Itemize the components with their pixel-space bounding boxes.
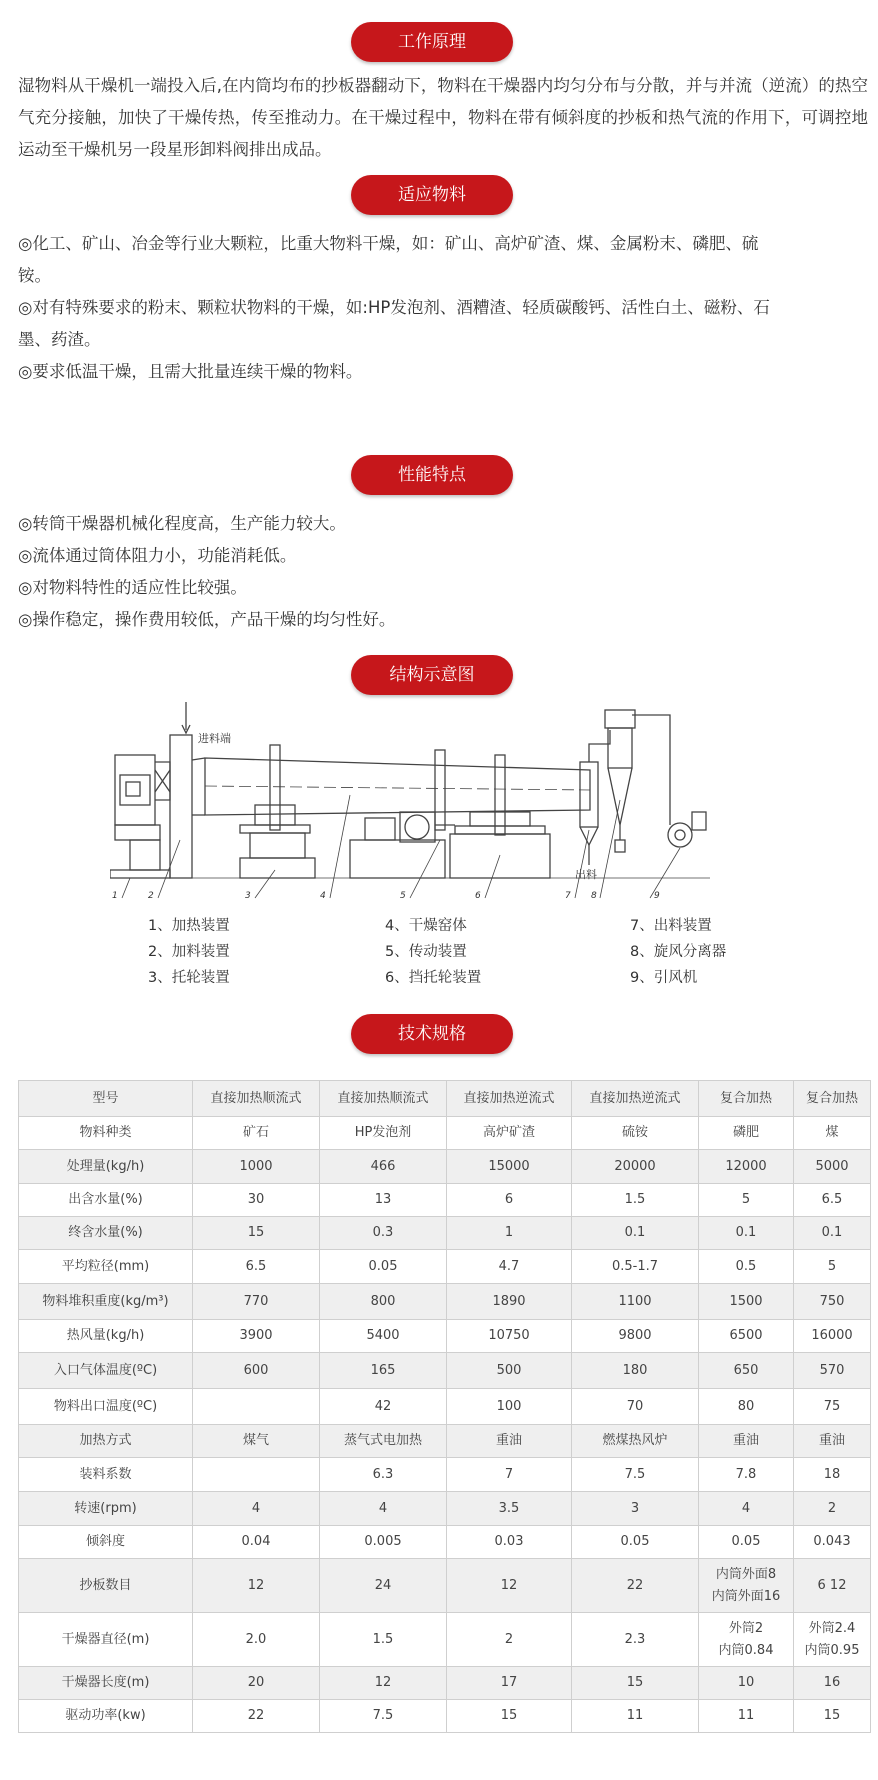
materials-line: 墨、药渣。 bbox=[18, 330, 101, 349]
table-cell: 20000 bbox=[572, 1150, 699, 1184]
table-row-label: 入口气体温度(ºC) bbox=[19, 1353, 193, 1389]
table-cell: 12 bbox=[447, 1559, 572, 1613]
table-cell: 0.1 bbox=[572, 1217, 699, 1250]
table-cell: 5 bbox=[794, 1250, 871, 1284]
table-cell: 3 bbox=[572, 1492, 699, 1526]
table-row-label: 驱动功率(kw) bbox=[19, 1700, 193, 1733]
table-row bbox=[19, 1184, 871, 1217]
callout-3: 3 bbox=[245, 891, 251, 900]
table-cell: 7.5 bbox=[572, 1458, 699, 1492]
table-cell: 15 bbox=[447, 1700, 572, 1733]
table-cell: 0.5 bbox=[699, 1250, 794, 1284]
legend-item: 3、托轮装置 bbox=[148, 970, 230, 986]
table-cell: 6 bbox=[447, 1184, 572, 1217]
table-row bbox=[19, 1425, 871, 1458]
materials-line: 铵。 bbox=[18, 266, 51, 285]
section-title-materials: 适应物料 bbox=[351, 175, 513, 215]
table-cell: 复合加热 bbox=[699, 1081, 794, 1117]
heating-unit bbox=[115, 755, 155, 825]
table-row-label: 转速(rpm) bbox=[19, 1492, 193, 1526]
table-row bbox=[19, 1117, 871, 1150]
table-cell: 1100 bbox=[572, 1284, 699, 1320]
table-row-label: 平均粒径(mm) bbox=[19, 1250, 193, 1284]
table-cell: 直接加热逆流式 bbox=[572, 1081, 699, 1117]
table-cell: 650 bbox=[699, 1353, 794, 1389]
table-cell: 75 bbox=[794, 1389, 871, 1425]
table-cell: 内筒外面8 内筒外面16 bbox=[699, 1559, 794, 1613]
table-cell: 重油 bbox=[699, 1425, 794, 1458]
table-cell: 磷肥 bbox=[699, 1117, 794, 1150]
table-cell: 750 bbox=[794, 1284, 871, 1320]
features-line: ◎流体通过筒体阻力小，功能消耗低。 bbox=[18, 546, 297, 565]
table-cell: 硫铵 bbox=[572, 1117, 699, 1150]
section-title-specs: 技术规格 bbox=[351, 1014, 513, 1054]
outlet-label: 出料 bbox=[575, 868, 597, 881]
table-cell: 0.3 bbox=[320, 1217, 447, 1250]
callout-7: 7 bbox=[565, 891, 571, 900]
table-cell: 9800 bbox=[572, 1320, 699, 1353]
table-cell: HP发泡剂 bbox=[320, 1117, 447, 1150]
table-cell: 100 bbox=[447, 1389, 572, 1425]
table-cell: 煤 bbox=[794, 1117, 871, 1150]
table-cell: 0.1 bbox=[794, 1217, 871, 1250]
table-cell: 15000 bbox=[447, 1150, 572, 1184]
callout-4: 4 bbox=[320, 891, 326, 900]
section-title-principle: 工作原理 bbox=[351, 22, 513, 62]
table-cell: 0.03 bbox=[447, 1526, 572, 1559]
table-row bbox=[19, 1613, 871, 1667]
table-cell: 10750 bbox=[447, 1320, 572, 1353]
table-cell: 1 bbox=[447, 1217, 572, 1250]
table-cell: 6 12 bbox=[794, 1559, 871, 1613]
callout-1: 1 bbox=[112, 891, 118, 900]
table-cell: 4.7 bbox=[447, 1250, 572, 1284]
callout-5: 5 bbox=[400, 891, 406, 900]
induced-draft-fan bbox=[668, 823, 692, 847]
table-cell: 3.5 bbox=[447, 1492, 572, 1526]
table-row bbox=[19, 1353, 871, 1389]
table-cell: 7 bbox=[447, 1458, 572, 1492]
table-cell: 外筒2 内筒0.84 bbox=[699, 1613, 794, 1667]
table-row-label: 抄板数目 bbox=[19, 1559, 193, 1613]
callout-2: 2 bbox=[148, 891, 154, 900]
legend-item: 6、挡托轮装置 bbox=[385, 970, 482, 986]
table-row-label: 终含水量(%) bbox=[19, 1217, 193, 1250]
table-cell: 12000 bbox=[699, 1150, 794, 1184]
table-row-label: 装料系数 bbox=[19, 1458, 193, 1492]
table-cell: 5400 bbox=[320, 1320, 447, 1353]
table-row bbox=[19, 1150, 871, 1184]
legend-item: 1、加热装置 bbox=[148, 918, 230, 934]
table-cell: 1.5 bbox=[572, 1184, 699, 1217]
table-cell: 0.05 bbox=[320, 1250, 447, 1284]
table-row bbox=[19, 1700, 871, 1733]
cyclone-separator bbox=[605, 710, 635, 728]
table-cell: 30 bbox=[193, 1184, 320, 1217]
table-cell: 6.5 bbox=[193, 1250, 320, 1284]
section-title-features: 性能特点 bbox=[351, 455, 513, 495]
table-row bbox=[19, 1667, 871, 1700]
table-cell: 重油 bbox=[794, 1425, 871, 1458]
legend-item: 7、出料装置 bbox=[630, 918, 712, 934]
table-cell: 4 bbox=[193, 1492, 320, 1526]
table-cell: 6.5 bbox=[794, 1184, 871, 1217]
table-cell: 70 bbox=[572, 1389, 699, 1425]
table-cell: 180 bbox=[572, 1353, 699, 1389]
table-cell: 42 bbox=[320, 1389, 447, 1425]
section-title-structure: 结构示意图 bbox=[351, 655, 513, 695]
table-cell: 466 bbox=[320, 1150, 447, 1184]
table-cell: 24 bbox=[320, 1559, 447, 1613]
inlet-label: 进料端 bbox=[198, 732, 231, 745]
table-cell: 15 bbox=[193, 1217, 320, 1250]
table-row-label: 倾斜度 bbox=[19, 1526, 193, 1559]
table-row-label: 干燥器长度(m) bbox=[19, 1667, 193, 1700]
table-row bbox=[19, 1458, 871, 1492]
rotary-dryer-diagram bbox=[110, 700, 810, 900]
table-cell: 0.1 bbox=[699, 1217, 794, 1250]
table-cell: 0.5-1.7 bbox=[572, 1250, 699, 1284]
table-row-label: 热风量(kg/h) bbox=[19, 1320, 193, 1353]
features-line: ◎转筒干燥器机械化程度高，生产能力较大。 bbox=[18, 514, 346, 533]
legend-item: 4、干燥窑体 bbox=[385, 918, 467, 934]
table-cell: 16 bbox=[794, 1667, 871, 1700]
table-cell: 1000 bbox=[193, 1150, 320, 1184]
table-cell: 7.5 bbox=[320, 1700, 447, 1733]
table-cell: 13 bbox=[320, 1184, 447, 1217]
table-cell: 0.043 bbox=[794, 1526, 871, 1559]
table-cell: 165 bbox=[320, 1353, 447, 1389]
table-header-row bbox=[19, 1081, 871, 1117]
legend-item: 5、传动装置 bbox=[385, 944, 467, 960]
table-cell: 12 bbox=[320, 1667, 447, 1700]
table-cell: 重油 bbox=[447, 1425, 572, 1458]
table-row-label: 物料种类 bbox=[19, 1117, 193, 1150]
table-cell: 0.05 bbox=[699, 1526, 794, 1559]
table-cell: 22 bbox=[193, 1700, 320, 1733]
table-cell: 1890 bbox=[447, 1284, 572, 1320]
table-cell: 2.3 bbox=[572, 1613, 699, 1667]
table-cell: 煤气 bbox=[193, 1425, 320, 1458]
table-cell: 600 bbox=[193, 1353, 320, 1389]
callout-9: 9 bbox=[654, 891, 660, 900]
table-cell: 2 bbox=[447, 1613, 572, 1667]
table-row bbox=[19, 1284, 871, 1320]
table-cell: 18 bbox=[794, 1458, 871, 1492]
table-cell: 4 bbox=[699, 1492, 794, 1526]
table-cell: 770 bbox=[193, 1284, 320, 1320]
table-cell: 高炉矿渣 bbox=[447, 1117, 572, 1150]
materials-line: ◎要求低温干燥，且需大批量连续干燥的物料。 bbox=[18, 362, 363, 381]
table-cell: 22 bbox=[572, 1559, 699, 1613]
table-cell: 15 bbox=[572, 1667, 699, 1700]
table-row bbox=[19, 1320, 871, 1353]
table-cell: 6.3 bbox=[320, 1458, 447, 1492]
table-cell: 15 bbox=[794, 1700, 871, 1733]
table-row-label: 干燥器直径(m) bbox=[19, 1613, 193, 1667]
legend-item: 8、旋风分离器 bbox=[630, 944, 727, 960]
table-row-label: 处理量(kg/h) bbox=[19, 1150, 193, 1184]
table-row-label: 物料出口温度(ºC) bbox=[19, 1389, 193, 1425]
table-cell: 外筒2.4 内筒0.95 bbox=[794, 1613, 871, 1667]
table-cell bbox=[193, 1389, 320, 1425]
features-line: ◎对物料特性的适应性比较强。 bbox=[18, 578, 247, 597]
table-row-label: 物料堆积重度(kg/m³) bbox=[19, 1284, 193, 1320]
table-cell: 矿石 bbox=[193, 1117, 320, 1150]
table-cell: 500 bbox=[447, 1353, 572, 1389]
table-cell: 800 bbox=[320, 1284, 447, 1320]
table-cell: 6500 bbox=[699, 1320, 794, 1353]
table-cell: 2.0 bbox=[193, 1613, 320, 1667]
table-cell: 1500 bbox=[699, 1284, 794, 1320]
table-row bbox=[19, 1217, 871, 1250]
materials-line: ◎对有特殊要求的粉末、颗粒状物料的干燥，如:HP发泡剂、酒糟渣、轻质碳酸钙、活性白土、磁粉、石 bbox=[18, 298, 770, 317]
callout-8: 8 bbox=[591, 891, 597, 900]
table-row bbox=[19, 1559, 871, 1613]
table-cell: 11 bbox=[572, 1700, 699, 1733]
table-row-label: 加热方式 bbox=[19, 1425, 193, 1458]
principle-text: 湿物料从干燥机一端投入后,在内筒均布的抄板器翻动下，物料在干燥器内均匀分布与分散，并与并流（逆流）的热空气充分接触，加快了干燥传热，传至推动力。在干燥过程中，物料在带有倾斜度的抄板和热气流的作用下，可调控地运动至干燥机另一段星形卸料阀排出成品。 bbox=[18, 76, 868, 159]
discharge-unit bbox=[580, 762, 598, 827]
table-cell: 7.8 bbox=[699, 1458, 794, 1492]
table-cell: 直接加热逆流式 bbox=[447, 1081, 572, 1117]
table-cell: 11 bbox=[699, 1700, 794, 1733]
table-cell: 5000 bbox=[794, 1150, 871, 1184]
table-cell: 10 bbox=[699, 1667, 794, 1700]
materials-line: ◎化工、矿山、冶金等行业大颗粒，比重大物料干燥，如：矿山、高炉矿渣、煤、金属粉末、磷肥、硫 bbox=[18, 234, 759, 253]
table-row bbox=[19, 1250, 871, 1284]
table-cell bbox=[193, 1458, 320, 1492]
spec-table bbox=[18, 1080, 871, 1733]
table-cell: 12 bbox=[193, 1559, 320, 1613]
table-row-label: 出含水量(%) bbox=[19, 1184, 193, 1217]
table-row bbox=[19, 1389, 871, 1425]
table-cell: 1.5 bbox=[320, 1613, 447, 1667]
table-cell: 17 bbox=[447, 1667, 572, 1700]
table-cell: 0.04 bbox=[193, 1526, 320, 1559]
table-row-label: 型号 bbox=[19, 1081, 193, 1117]
table-cell: 2 bbox=[794, 1492, 871, 1526]
legend-item: 9、引风机 bbox=[630, 970, 698, 986]
drive-unit bbox=[365, 818, 395, 840]
table-cell: 复合加热 bbox=[794, 1081, 871, 1117]
callout-6: 6 bbox=[475, 891, 481, 900]
table-cell: 80 bbox=[699, 1389, 794, 1425]
legend-item: 2、加料装置 bbox=[148, 944, 230, 960]
table-cell: 570 bbox=[794, 1353, 871, 1389]
table-cell: 20 bbox=[193, 1667, 320, 1700]
table-cell: 5 bbox=[699, 1184, 794, 1217]
table-cell: 0.005 bbox=[320, 1526, 447, 1559]
table-cell: 蒸气式电加热 bbox=[320, 1425, 447, 1458]
features-line: ◎操作稳定，操作费用较低，产品干燥的均匀性好。 bbox=[18, 610, 396, 629]
table-cell: 16000 bbox=[794, 1320, 871, 1353]
table-cell: 燃煤热风炉 bbox=[572, 1425, 699, 1458]
table-cell: 4 bbox=[320, 1492, 447, 1526]
table-row bbox=[19, 1492, 871, 1526]
table-cell: 3900 bbox=[193, 1320, 320, 1353]
table-cell: 0.05 bbox=[572, 1526, 699, 1559]
table-row bbox=[19, 1526, 871, 1559]
table-cell: 直接加热顺流式 bbox=[193, 1081, 320, 1117]
table-cell: 直接加热顺流式 bbox=[320, 1081, 447, 1117]
